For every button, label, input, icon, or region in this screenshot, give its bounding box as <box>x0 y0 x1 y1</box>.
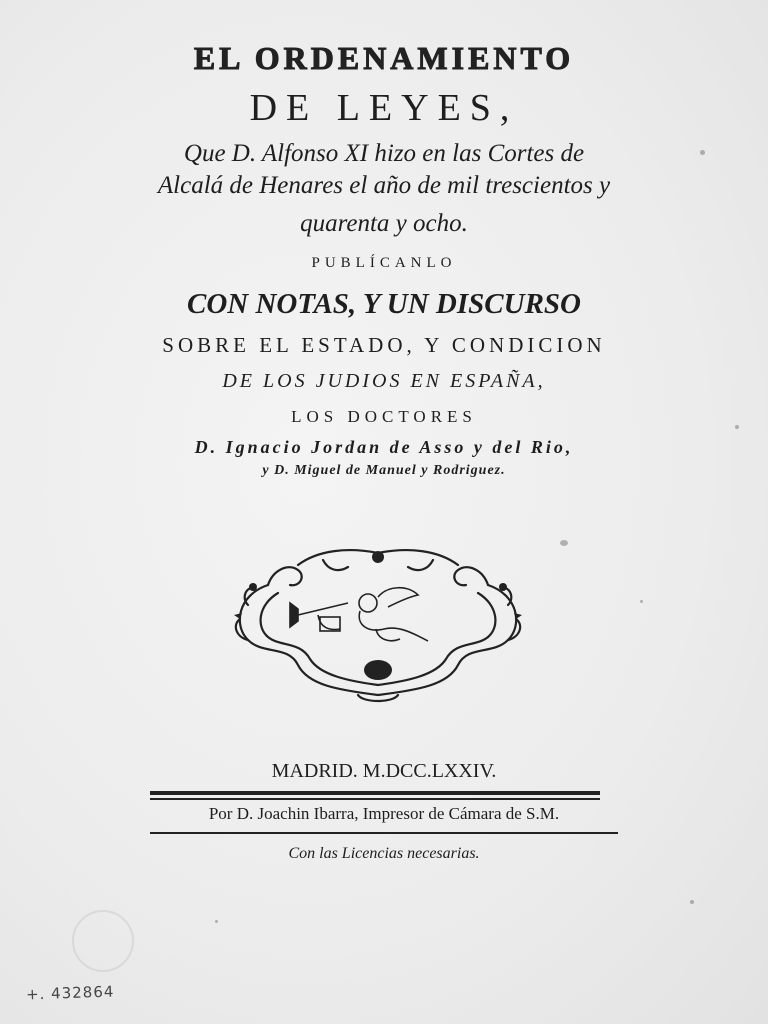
licences-line: Con las Licencias necesarias. <box>288 845 480 862</box>
author-2: y D. Miguel de Manuel y Rodriguez. <box>262 463 506 478</box>
title-line-1: EL ORDENAMIENTO <box>193 40 575 76</box>
divider-rule-lower <box>150 832 618 834</box>
notes-line: CON NOTAS, Y UN DISCURSO <box>186 288 581 320</box>
cherub-trumpet-cartouche-icon <box>228 545 528 705</box>
about-line: SOBRE EL ESTADO, Y CONDICION <box>162 333 606 357</box>
ink-speck <box>735 425 739 429</box>
title-line-2: DE LEYES, <box>249 87 519 129</box>
ink-speck <box>640 600 643 603</box>
divider-rule-thin <box>150 798 600 800</box>
publicanlo-line: PUBLÍCANLO <box>311 255 457 271</box>
library-stamp <box>72 910 134 972</box>
printer-line: Por D. Joachin Ibarra, Impresor de Cámara de S.M. <box>208 804 560 823</box>
shelfmark: +. 432864 <box>25 982 115 1004</box>
ink-speck <box>690 900 694 904</box>
subtitle-line-1: Que D. Alfonso XI hizo en las Cortes de <box>183 140 585 167</box>
ink-speck <box>560 540 568 546</box>
jews-line: DE LOS JUDIOS EN ESPAÑA, <box>222 370 546 392</box>
ink-speck <box>700 150 705 155</box>
place-date: MADRID. M.DCC.LXXIV. <box>271 760 497 782</box>
subtitle-line-2: Alcalá de Henares el año de mil trescientos y <box>157 172 611 199</box>
divider-rule-thick <box>150 791 600 795</box>
author-1: D. Ignacio Jordan de Asso y del Rio, <box>194 437 574 457</box>
doctors-line: LOS DOCTORES <box>291 407 477 426</box>
ink-speck <box>215 920 218 923</box>
subtitle-line-3: quarenta y ocho. <box>300 210 468 237</box>
